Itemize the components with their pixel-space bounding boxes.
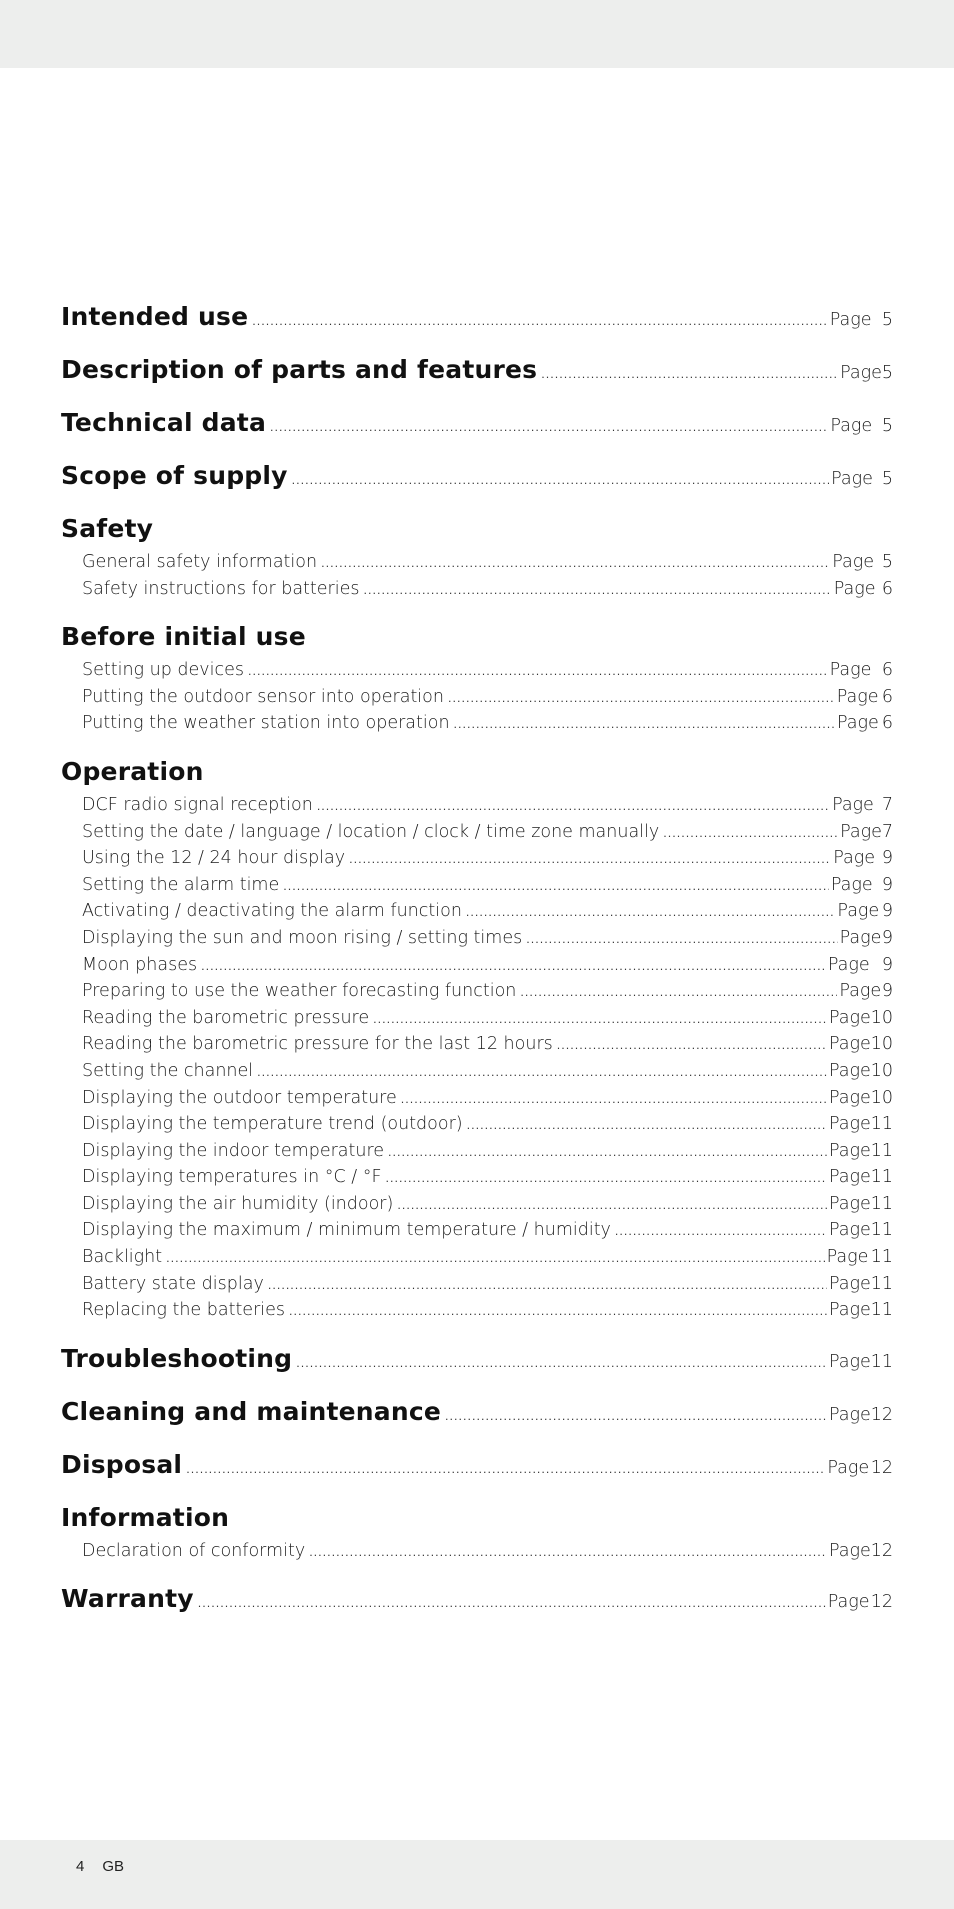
- toc-heading-entry[interactable]: [61, 1340, 893, 1377]
- toc-entry-title: Displaying the maximum / minimum temperature / humidity: [82, 1220, 611, 1241]
- page-label: Page: [828, 1540, 871, 1561]
- toc-entry[interactable]: [61, 1005, 893, 1032]
- toc-entry-page-number: 9: [881, 954, 893, 975]
- page-label: Page: [828, 1007, 871, 1028]
- toc-entry-title: Preparing to use the weather forecasting function: [82, 981, 517, 1002]
- toc-entry-page-number: 11: [870, 1220, 893, 1241]
- page-label: Page: [839, 981, 882, 1002]
- page-label: Page: [828, 1193, 871, 1214]
- page-label: Page: [829, 310, 872, 330]
- toc-sub-list: [61, 657, 893, 737]
- dot-leader: [541, 368, 838, 381]
- page-label: Page: [840, 363, 882, 383]
- toc-entry-title: Activating / deactivating the alarm function: [82, 901, 462, 922]
- toc-heading-entry[interactable]: [61, 1446, 893, 1483]
- toc-entry[interactable]: [61, 1191, 893, 1218]
- toc-sub-list: [61, 792, 893, 1324]
- toc-entry-title: DCF radio signal reception: [82, 794, 313, 815]
- toc-entry-page-number: 6: [881, 686, 893, 707]
- page-label: Page: [828, 1034, 871, 1055]
- toc-heading-page-number: 12: [870, 1404, 893, 1425]
- toc-entry-page-number: 10: [870, 1060, 893, 1081]
- table-of-contents: [61, 298, 893, 1633]
- toc-entry-title: Putting the weather station into operation: [82, 713, 450, 734]
- top-margin-band: [0, 0, 954, 68]
- toc-entry-title: Setting the date / language / location / clock / time zone manually: [82, 821, 660, 842]
- toc-entry[interactable]: [61, 1164, 893, 1191]
- toc-heading-entry[interactable]: [61, 1393, 893, 1430]
- toc-heading-page-number: 12: [870, 1457, 893, 1478]
- toc-entry-title: Setting the channel: [82, 1060, 254, 1081]
- toc-section-heading: Intended use: [61, 302, 249, 331]
- dot-leader: [388, 1146, 827, 1159]
- dot-leader: [309, 1546, 827, 1559]
- toc-entry[interactable]: [61, 684, 893, 711]
- page-label: Page: [828, 1351, 871, 1372]
- page-label: Page: [829, 660, 872, 681]
- toc-entry-title: Putting the outdoor sensor into operation: [82, 686, 444, 707]
- page-label: Page: [826, 1247, 869, 1268]
- toc-entry-title: Declaration of conformity: [82, 1540, 306, 1561]
- dot-leader: [557, 1039, 827, 1052]
- toc-entry-page-number: 11: [870, 1140, 893, 1161]
- toc-section-heading: Scope of supply: [61, 461, 288, 490]
- toc-entry-page-number: 9: [881, 927, 893, 948]
- toc-entry[interactable]: [61, 1138, 893, 1165]
- toc-entry[interactable]: [61, 1217, 893, 1244]
- dot-leader: [615, 1225, 827, 1238]
- toc-entry[interactable]: [61, 1058, 893, 1085]
- toc-entry-page-number: 11: [870, 1193, 893, 1214]
- page-label: Page: [828, 1220, 871, 1241]
- toc-heading-page-number: 12: [870, 1592, 893, 1613]
- toc-section: [61, 618, 893, 737]
- toc-entry-page-number: 11: [870, 1300, 893, 1321]
- page-label: Page: [828, 1060, 871, 1081]
- toc-entry-title: Reading the barometric pressure for the last 12 hours: [82, 1034, 553, 1055]
- toc-entry[interactable]: [61, 1031, 893, 1058]
- toc-section: [61, 298, 893, 335]
- toc-entry-page-number: 11: [870, 1167, 893, 1188]
- page-label: Page: [830, 416, 873, 436]
- toc-section: [61, 1393, 893, 1430]
- toc-entry-title: Displaying the air humidity (indoor): [82, 1193, 394, 1214]
- toc-heading-entry[interactable]: [61, 1580, 893, 1617]
- toc-entry-page-number: 9: [881, 901, 893, 922]
- toc-heading-page-number: 5: [881, 310, 893, 330]
- toc-heading-entry[interactable]: [61, 351, 893, 388]
- toc-entry-page-number: 12: [870, 1540, 893, 1561]
- page-label: Page: [828, 1087, 871, 1108]
- toc-section-heading[interactable]: Before initial use: [61, 622, 306, 652]
- toc-entry-title: Displaying the temperature trend (outdoor): [82, 1114, 463, 1135]
- toc-entry-title: Battery state display: [82, 1273, 264, 1294]
- toc-entry-title: Backlight: [82, 1247, 163, 1268]
- toc-entry[interactable]: [61, 1271, 893, 1298]
- toc-heading-page-number: 11: [870, 1351, 893, 1372]
- toc-entry[interactable]: [61, 1297, 893, 1324]
- dot-leader: [386, 1172, 827, 1185]
- footer-page-number: 4: [76, 1858, 85, 1875]
- dot-leader: [166, 1252, 825, 1265]
- toc-entry[interactable]: [61, 1085, 893, 1112]
- toc-entry[interactable]: [61, 978, 893, 1005]
- page-label: Page: [831, 469, 873, 489]
- toc-section: [61, 1580, 893, 1617]
- page-label: Page: [828, 1140, 871, 1161]
- toc-section-heading: Description of parts and features: [61, 355, 538, 384]
- toc-entry-title: Displaying the sun and moon rising / setting times: [82, 927, 523, 948]
- toc-entry[interactable]: [61, 710, 893, 737]
- page-label: Page: [836, 686, 879, 707]
- toc-section-heading: Technical data: [61, 408, 267, 437]
- page-label: Page: [833, 848, 875, 869]
- page-label: Page: [830, 874, 873, 895]
- toc-heading-entry[interactable]: [61, 298, 893, 335]
- toc-entry-page-number: 7: [881, 821, 893, 842]
- page-label: Page: [832, 794, 874, 815]
- toc-section: [61, 457, 893, 494]
- dot-leader: [397, 1199, 827, 1212]
- toc-entry[interactable]: [61, 576, 893, 603]
- dot-leader: [321, 557, 830, 570]
- page-label: Page: [833, 578, 876, 599]
- dot-leader: [268, 1279, 827, 1292]
- toc-entry-title: Moon phases: [82, 954, 198, 975]
- toc-section: [61, 510, 893, 602]
- toc-entry[interactable]: [61, 1111, 893, 1138]
- toc-section-heading: Disposal: [61, 1449, 183, 1479]
- toc-entry-title: Setting the alarm time: [82, 874, 280, 895]
- toc-entry[interactable]: [61, 925, 893, 952]
- toc-entry-page-number: 10: [870, 1034, 893, 1055]
- dot-leader: [186, 1463, 825, 1476]
- toc-section: [61, 1340, 893, 1377]
- toc-entry[interactable]: [61, 819, 893, 846]
- toc-entry-page-number: 10: [870, 1007, 893, 1028]
- toc-entry[interactable]: [61, 1244, 893, 1271]
- toc-entry[interactable]: [61, 872, 893, 899]
- toc-section: [61, 351, 893, 388]
- toc-section-heading: Troubleshooting: [61, 1343, 293, 1373]
- toc-section-heading[interactable]: Operation: [61, 756, 204, 786]
- toc-entry-title: Reading the barometric pressure: [82, 1007, 370, 1028]
- toc-entry-page-number: 9: [881, 848, 893, 869]
- toc-heading-entry[interactable]: [61, 404, 893, 441]
- dot-leader: [448, 692, 835, 705]
- dot-leader: [289, 1305, 827, 1318]
- dot-leader: [270, 421, 828, 434]
- page-label: Page: [828, 1114, 871, 1135]
- toc-section-heading: Warranty: [61, 1584, 194, 1614]
- toc-entry-page-number: 11: [870, 1273, 893, 1294]
- dot-leader: [296, 1357, 827, 1370]
- toc-heading-page-number: 5: [881, 416, 893, 436]
- toc-entry-title: Setting up devices: [82, 660, 244, 681]
- dot-leader: [349, 853, 831, 866]
- toc-entry-title: Displaying temperatures in °C / °F: [82, 1167, 382, 1188]
- toc-entry-page-number: 9: [881, 981, 893, 1002]
- dot-leader: [198, 1597, 826, 1610]
- dot-leader: [445, 1410, 827, 1423]
- toc-heading-page-number: 5: [881, 469, 893, 489]
- toc-entry-title: Replacing the batteries: [82, 1300, 286, 1321]
- toc-entry[interactable]: [61, 845, 893, 872]
- footer-language-code: GB: [102, 1858, 125, 1875]
- toc-entry-page-number: 6: [881, 578, 893, 599]
- dot-leader: [373, 1013, 827, 1026]
- page-label: Page: [836, 713, 879, 734]
- dot-leader: [257, 1066, 827, 1079]
- page-label: Page: [837, 901, 880, 922]
- page-label: Page: [828, 1300, 871, 1321]
- page-label: Page: [828, 1404, 871, 1425]
- page-label: Page: [839, 927, 882, 948]
- toc-section: [61, 1499, 893, 1565]
- page-footer: [76, 1858, 124, 1875]
- dot-leader: [201, 960, 826, 973]
- toc-section-heading: Cleaning and maintenance: [61, 1396, 442, 1426]
- toc-section-heading[interactable]: Information: [61, 1502, 230, 1532]
- toc-section-heading[interactable]: Safety: [61, 514, 154, 543]
- toc-entry[interactable]: [61, 549, 893, 576]
- page-label: Page: [827, 1592, 870, 1613]
- toc-entry-title: Using the 12 / 24 hour display: [82, 848, 346, 869]
- dot-leader: [466, 906, 836, 919]
- toc-entry[interactable]: [61, 657, 893, 684]
- toc-entry-page-number: 10: [870, 1087, 893, 1108]
- toc-entry-title: Displaying the indoor temperature: [82, 1140, 385, 1161]
- toc-entry[interactable]: [61, 792, 893, 819]
- dot-leader: [248, 665, 828, 678]
- toc-section: [61, 753, 893, 1324]
- page-label: Page: [828, 1273, 871, 1294]
- toc-entry[interactable]: [61, 952, 893, 979]
- dot-leader: [663, 827, 838, 840]
- dot-leader: [252, 315, 827, 328]
- toc-entry-page-number: 7: [881, 794, 893, 815]
- dot-leader: [292, 474, 830, 487]
- toc-section: [61, 404, 893, 441]
- dot-leader: [401, 1093, 827, 1106]
- dot-leader: [454, 718, 835, 731]
- dot-leader: [317, 800, 830, 813]
- dot-leader: [526, 933, 837, 946]
- toc-entry-page-number: 6: [881, 713, 893, 734]
- toc-sub-list: [61, 1538, 893, 1565]
- toc-entry-title: Displaying the outdoor temperature: [82, 1087, 397, 1108]
- toc-entry-title: General safety information: [82, 552, 318, 572]
- page-label: Page: [832, 552, 874, 572]
- toc-sub-list: [61, 549, 893, 602]
- dot-leader: [363, 584, 831, 597]
- toc-entry[interactable]: [61, 1538, 893, 1565]
- dot-leader: [520, 986, 837, 999]
- toc-entry-page-number: 5: [881, 552, 893, 572]
- footer-band: [0, 1840, 954, 1909]
- toc-entry-page-number: 11: [870, 1247, 893, 1268]
- toc-heading-page-number: 5: [881, 363, 893, 383]
- page-label: Page: [828, 1167, 871, 1188]
- page-label: Page: [827, 1457, 870, 1478]
- toc-heading-entry[interactable]: [61, 457, 893, 494]
- page-label: Page: [827, 954, 870, 975]
- toc-entry-title: Safety instructions for batteries: [82, 578, 360, 599]
- dot-leader: [467, 1119, 827, 1132]
- toc-section: [61, 1446, 893, 1483]
- dot-leader: [283, 880, 829, 893]
- toc-entry-page-number: 6: [881, 660, 893, 681]
- page-label: Page: [840, 821, 882, 842]
- toc-entry[interactable]: [61, 898, 893, 925]
- toc-entry-page-number: 9: [881, 874, 893, 895]
- toc-entry-page-number: 11: [870, 1114, 893, 1135]
